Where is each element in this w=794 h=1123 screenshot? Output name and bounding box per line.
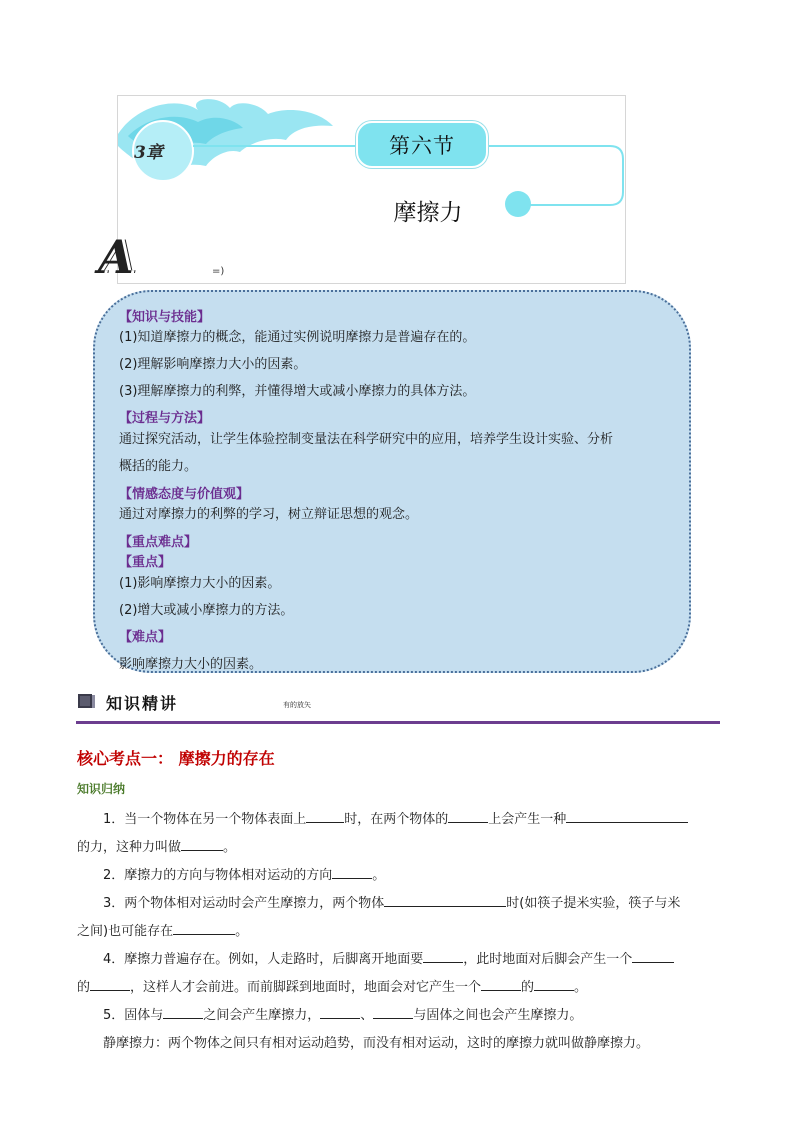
item-text: 1．当一个物体在另一个物体表面上 <box>103 812 307 827</box>
objective-heading-attitude: 【情感态度与价值观】 <box>119 487 250 502</box>
answer-blank[interactable] <box>534 978 574 991</box>
learning-objectives-box <box>93 290 691 673</box>
decorative-mark: =) <box>212 266 225 277</box>
item-text: 上会产生一种 <box>488 812 567 827</box>
answer-blank[interactable] <box>173 922 235 935</box>
answer-blank[interactable] <box>163 1006 203 1019</box>
objective-heading-key-points: 【重点难点】 <box>119 535 198 550</box>
answer-blank[interactable] <box>181 838 223 851</box>
decorative-letter: A <box>98 230 134 284</box>
objective-line: (1)知道摩擦力的概念，能通过实例说明摩擦力是普遍存在的。 <box>119 330 476 345</box>
objective-line: 通过探究活动，让学生体验控制变量法在科学研究中的应用，培养学生设计实验、分析 <box>119 432 614 447</box>
objective-line: (1)影响摩擦力大小的因素。 <box>119 576 281 591</box>
fill-in-item-4 <box>103 948 674 967</box>
fill-in-item-3 <box>103 892 680 911</box>
static-friction-definition: 静摩擦力：两个物体之间只有相对运动趋势，而没有相对运动，这时的摩擦力就叫做静摩擦力。 <box>103 1036 650 1051</box>
answer-blank[interactable] <box>320 1006 360 1019</box>
item-text: 。 <box>372 868 386 883</box>
item-text: 之间)也可能存在 <box>77 924 174 939</box>
objective-heading-knowledge: 【知识与技能】 <box>119 310 211 325</box>
answer-blank[interactable] <box>448 810 488 823</box>
item-text: 时，在两个物体的 <box>344 812 449 827</box>
item-text: 。 <box>235 924 249 939</box>
objective-line: (3)理解摩擦力的利弊，并懂得增大或减小摩擦力的具体方法。 <box>119 384 476 399</box>
item-text: 之间会产生摩擦力， <box>203 1008 321 1023</box>
lesson-title: 摩擦力 <box>393 200 463 226</box>
item-text: 的力，这种力叫做 <box>77 840 182 855</box>
answer-blank[interactable] <box>332 866 372 879</box>
answer-blank[interactable] <box>90 978 130 991</box>
answer-blank[interactable] <box>481 978 521 991</box>
answer-blank[interactable] <box>373 1006 413 1019</box>
item-text: 。 <box>223 840 237 855</box>
chapter-banner <box>117 95 626 284</box>
item-text: 的 <box>521 980 535 995</box>
item-text: 的 <box>77 980 91 995</box>
section-title: 知识精讲 <box>106 694 179 713</box>
objective-line: 影响摩擦力大小的因素。 <box>119 657 263 672</box>
book-icon <box>77 692 97 710</box>
objective-line: 通过对摩擦力的利弊的学习，树立辩证思想的观念。 <box>119 507 419 522</box>
item-text: 3．两个物体相对运动时会产生摩擦力，两个物体 <box>103 896 385 911</box>
section-subtitle: 有的放矢 <box>283 701 311 709</box>
item-text: 2．摩擦力的方向与物体相对运动的方向 <box>103 868 333 883</box>
item-text: 4．摩擦力普遍存在。例如，人走路时，后脚离开地面要 <box>103 952 424 967</box>
fill-in-item-2 <box>103 864 385 883</box>
answer-blank[interactable] <box>306 810 344 823</box>
item-text: 、 <box>360 1008 374 1023</box>
chapter-label: 3章 <box>134 143 163 163</box>
item-text: ，此时地面对后脚会产生一个 <box>463 952 633 967</box>
answer-blank[interactable] <box>423 950 463 963</box>
item-text: 5．固体与 <box>103 1008 164 1023</box>
core-topic-title: 核心考点一： 摩擦力的存在 <box>77 749 275 768</box>
objective-line: (2)理解影响摩擦力大小的因素。 <box>119 357 307 372</box>
summary-title: 知识归纳 <box>77 782 126 796</box>
objective-line: (2)增大或减小摩擦力的方法。 <box>119 603 294 618</box>
answer-blank[interactable] <box>384 894 506 907</box>
objective-heading-process: 【过程与方法】 <box>119 411 211 426</box>
fill-in-item-4-cont <box>77 976 587 995</box>
objective-heading-focus: 【重点】 <box>119 555 172 570</box>
item-text: 。 <box>574 980 588 995</box>
fill-in-item-3-cont <box>77 920 248 939</box>
answer-blank[interactable] <box>632 950 674 963</box>
fill-in-item-5 <box>103 1004 582 1023</box>
fill-in-item-1-cont <box>77 836 236 855</box>
fill-in-item-1 <box>103 808 688 827</box>
item-text: 与固体之间也会产生摩擦力。 <box>413 1008 583 1023</box>
section-label: 第六节 <box>356 121 488 168</box>
section-divider <box>76 721 720 724</box>
item-text: ，这样人才会前进。而前脚踩到地面时，地面会对它产生一个 <box>130 980 482 995</box>
item-text: 时(如筷子提米实验，筷子与米 <box>506 896 681 911</box>
objective-line: 概括的能力。 <box>119 459 198 474</box>
answer-blank[interactable] <box>566 810 688 823</box>
objective-heading-difficulty: 【难点】 <box>119 630 172 645</box>
